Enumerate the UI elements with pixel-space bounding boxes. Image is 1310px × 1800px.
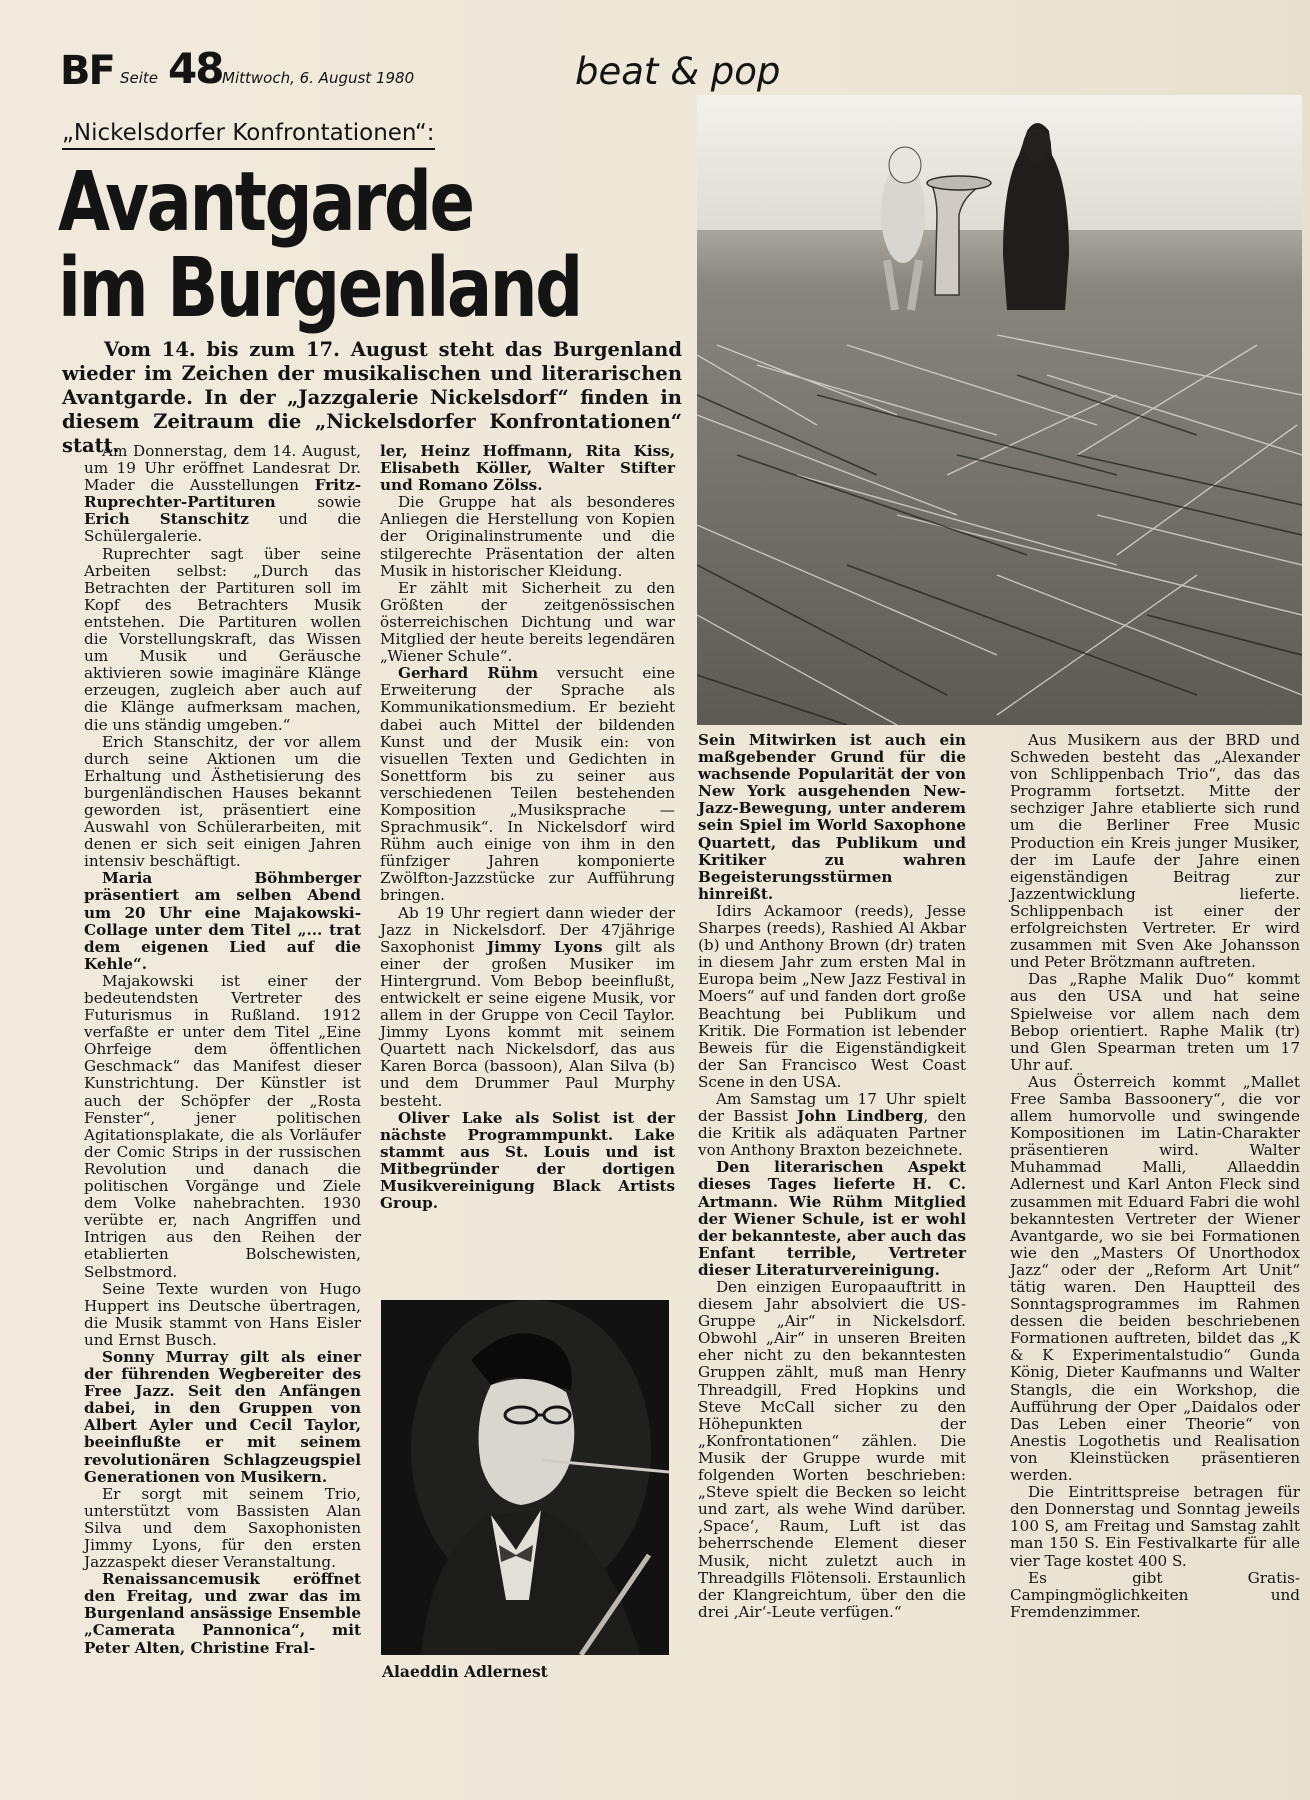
article-column-3 [698,732,966,1621]
text-run: Fritz-Ruprechter-Partituren [84,476,361,512]
text-run: versucht eine Erweiterung der Sprache als Kommunikationsmedium. Er bezieht dabei auch Mittel der bildenden Kunst und der Musik ein: von visuellen Texten und Gedichten in Sonettform bis zu seiner aus verschiedenen Teilen bestehenden Komposition „Musiksprache — Sprachmusik“. In Nickelsdorf wird Rühm auch einige von ihm in den fünfziger Jahren komponierte Zwölfton-Jazzstücke zur Aufführung bringen. [380,664,675,905]
paragraph: Renaissancemusik eröffnet den Freitag, und zwar das im Burgenland ansässige Ensemble „Camerata Pannonica“, mit Peter Alten, Christine Fral- [84,1570,361,1657]
article-lead: Vom 14. bis zum 17. August steht das Burgenland wieder im Zeichen der musikalischen und literarischen Avantgarde. In der „Jazzgalerie Nickelsdorf“ finden in diesem Zeitraum die „Nickelsdorfer Konfrontationen“ statt. [62,338,682,457]
paragraph: Es gibt Gratis-Campingmöglichkeiten und Fremdenzimmer. [1010,1568,1300,1621]
text-run: gilt als einer der großen Musiker im Hintergrund. Vom Bebop beeinflußt, entwickelt er seine eigene Musik, vor allem in der Gruppe von Cecil Taylor. Jimmy Lyons kommt mit seinem Quartett nach Nickelsdorf, das aus Karen Borca (bassoon), Alan Silva (b) und dem Drummer Paul Murphy besteht. [380,937,675,1110]
text-run: sowie [275,493,361,512]
text-run: Erich Stanschitz [84,510,249,529]
text-run: und die Schülergalerie. [84,510,361,546]
masthead [60,44,1300,98]
photo-caption: Alaeddin Adlernest [382,1662,548,1681]
text-run: John Lindberg [797,1107,924,1126]
paragraph [380,905,675,1110]
paragraph: Die Eintrittspreise betragen für den Donnerstag und Sonntag jeweils 100 S, am Freitag und Samstag zahlt man 150 S. Ein Festivalkarte für alle vier Tage kostet 400 S. [1010,1483,1300,1570]
text-run: Am Samstag um 17 Uhr spielt der Bassist [698,1089,966,1126]
paragraph: Erich Stanschitz, der vor allem durch seine Aktionen um die Erhaltung und Ästhetisierung des burgenländischen Hauses bekannt geworden ist, präsentiert eine Auswahl von Schülerarbeiten, mit denen er sich seit einigen Jahren intensiv beschäftigt. [84,732,361,871]
text-run: Am Donnerstag, dem 14. August, um 19 Uhr eröffnet Landesrat Dr. Mader die Ausstellungen [84,442,361,495]
page-number: 48 [168,44,223,93]
article-headline [58,155,581,336]
paragraph: Maria Böhmberger präsentiert am selben Abend um 20 Uhr eine Majakowski-Collage unter dem Titel „... trat dem eigenen Lied auf die Kehle“. [84,869,361,973]
paragraph: Den einzigen Europaauftritt in diesem Jahr absolviert die US-Gruppe „Air“ in Nickelsdorf. Obwohl „Air“ in unseren Breiten eher nicht zu den bekanntesten Gruppen zählt, muß man Henry Threadgill, Fred Hopkins und Steve McCall sicher zu den Höhepunkten der „Konfrontationen“ zählen. Die Musik der Gruppe wurde mit folgenden Worten beschrieben: „Steve spielt die Becken so leicht und zart, als wehe Wind darüber. ‚Space‘, Raum, Luft ist das beherrschende Element dieser Musik, nicht zuletzt auch in Threadgills Flötensoli. Erstaunlich der Klangreichtum, über den die drei ‚Air‘-Leute verfügen.“ [698,1278,966,1621]
article-kicker: „Nickelsdorfer Konfrontationen“: [62,120,435,150]
paragraph: Idirs Ackamoor (reeds), Jesse Sharpes (reeds), Rashied Al Akbar (b) und Anthony Brown (dr) traten in diesem Jahr zum ersten Mal in Europa beim „New Jazz Festival in Moers“ auf und fanden dort große Beachtung bei Publikum und Kritik. Die Formation ist lebender Beweis für die Eigenständigkeit der San Francisco West Coast Scene in den USA. [698,901,966,1091]
article-column-4 [1010,732,1300,1621]
paragraph: Er sorgt mit seinem Trio, unterstützt vom Bassisten Alan Silva und dem Saxophonisten Jimmy Lyons, für den ersten Jazzaspekt dieser Veranstaltung. [84,1484,361,1572]
paragraph: ler, Heinz Hoffmann, Rita Kiss, Elisabeth Köller, Walter Stifter und Romano Zölss. [380,442,675,495]
article-column-1 [84,443,361,1657]
field-photo-image [697,95,1302,725]
paragraph: Aus Österreich kommt „Mallet Free Samba Bassoonery“, die vor allem humorvolle und swingende Kompositionen im Latin-Charakter präsentieren wird. Walter Muhammad Malli, Allaeddin Adlernest und Karl Anton Fleck sind zusammen mit Eduard Fabri die wohl bekanntesten Vertreter der Wiener Avantgarde, wo sie bei Formationen wie den „Masters Of Unorthodox Jazz“ oder der „Reform Art Unit“ tätig waren. Den Hauptteil des Sonntagsprogrammes im Rahmen dessen die beiden beschriebenen Formationen auftreten, bildet das „K & K Experimentalstudio“ Gunda König, Dieter Kaufmanns und Walter Stangls, die ein Workshop, die Aufführung der Oper „Daidalos oder Das Leben einer Theorie“ von Anestis Logothetis und Realisation von Kleinstücken präsentieren werden. [1010,1072,1300,1485]
paragraph [380,665,675,904]
paragraph: Aus Musikern aus der BRD und Schweden besteht das „Alexander von Schlippenbach Trio“, das das Programm fortsetzt. Mitte der sechziger Jahre etablierte sich rund um die Berliner Free Music Production ein Kreis junger Musiker, der im Laufe der Jahre einen eigenständigen Beitrag zur Jazzentwicklung lieferte. Schlippenbach ist einer der erfolgreichsten Vertreter. Er wird zusammen mit Sven Ake Johansson und Peter Brötzmann auftreten. [1010,731,1300,972]
paragraph: Die Gruppe hat als besonderes Anliegen die Herstellung von Kopien der Originalinstrumente und die stilgerechte Präsentation der alten Musik in historischer Kleidung. [380,493,675,580]
article-column-2 [380,443,675,1212]
paragraph: Ruprechter sagt über seine Arbeiten selbst: „Durch das Betrachten der Partituren soll im Kopf des Betrachters Musik entstehen. Die Partituren wollen die Vorstellungskraft, das Wissen um Musik und Geräusche aktivieren sowie imaginäre Klänge erzeugen, zugleich aber auch auf die Klänge aufmerksam machen, die uns ständig umgeben.“ [84,544,361,734]
headline-line-2: im Burgenland [58,241,581,336]
paragraph: Das „Raphe Malik Duo“ kommt aus den USA und hat seine Spielweise vor allem nach dem Bebop orientiert. Raphe Malik (tr) und Glen Spearman treten um 17 Uhr auf. [1010,970,1300,1074]
paragraph: Oliver Lake als Solist ist der nächste Programmpunkt. Lake stammt aus St. Louis und ist Mitbegründer der dortigen Musikvereinigung Black Artists Group. [380,1108,675,1213]
text-run: Gerhard Rühm [398,664,539,683]
musician-photo-image [381,1300,669,1655]
paragraph: Seine Texte wurden von Hugo Huppert ins Deutsche übertragen, die Musik stammt von Hans Eisler und Ernst Busch. [84,1279,361,1349]
text-run: , den die Kritik als adäquaten Partner von Anthony Braxton bezeichnete. [698,1107,967,1160]
newspaper-logo: BF [60,48,114,94]
text-run: Ab 19 Uhr regiert dann wieder der Jazz in Nickelsdorf. Der 47jährige Saxophonist [380,903,675,956]
paragraph: Sonny Murray gilt als einer der führenden Wegbereiter des Free Jazz. Seit den Anfängen dabei, in den Gruppen von Albert Ayler und Cecil Taylor, beeinflußte er mit seinem revolutionären Schlagzeugspiel Generationen von Musikern. [84,1347,361,1486]
text-run: Jimmy Lyons [486,937,603,956]
paragraph: Er zählt mit Sicherheit zu den Größten der zeitgenössischen österreichischen Dichtung und war Mitglied der heute bereits legendären „Wiener Schule“. [380,578,675,666]
paragraph: Sein Mitwirken ist auch ein maßgebender Grund für die wachsende Popularität der von New York ausgehenden New-Jazz-Bewegung, unter anderem sein Spiel im World Saxophone Quartett, das Publikum und Kritiker zu wahren Begeisterungsstürmen hinreißt. [698,731,966,903]
paragraph: Den literarischen Aspekt dieses Tages lieferte H. C. Artmann. Wie Rühm Mitglied der Wiener Schule, ist er wohl der bekannteste, aber auch das Enfant terrible, Vertreter dieser Literaturvereinigung. [698,1158,966,1279]
paragraph [698,1091,966,1159]
paragraph: Majakowski ist einer der bedeutendsten Vertreter des Futurismus in Rußland. 1912 verfaßte er unter dem Titel „Eine Ohrfeige dem öffentlichen Geschmack“ das Manifest dieser Kunstrichtung. Der Künstler ist auch der Schöpfer der „Rosta Fenster“, jener politischen Agitationsplakate, die als Vorläufer der Comic Strips in der russischen Revolution und danach die politischen Vorgänge und Ziele dem Volke nahebrachten. 1930 verübte er, nach Angriffen und Intrigen aus den Reihen der etablierten Bolschewisten, Selbstmord. [84,971,361,1281]
section-title: beat & pop [575,50,781,93]
headline-line-1: Avantgarde [58,155,473,250]
photo-field [697,95,1302,725]
issue-date: Mittwoch, 6. August 1980 [222,69,415,87]
photo-musician [381,1300,669,1655]
page-label: Seite [120,69,159,87]
paragraph [84,443,361,546]
